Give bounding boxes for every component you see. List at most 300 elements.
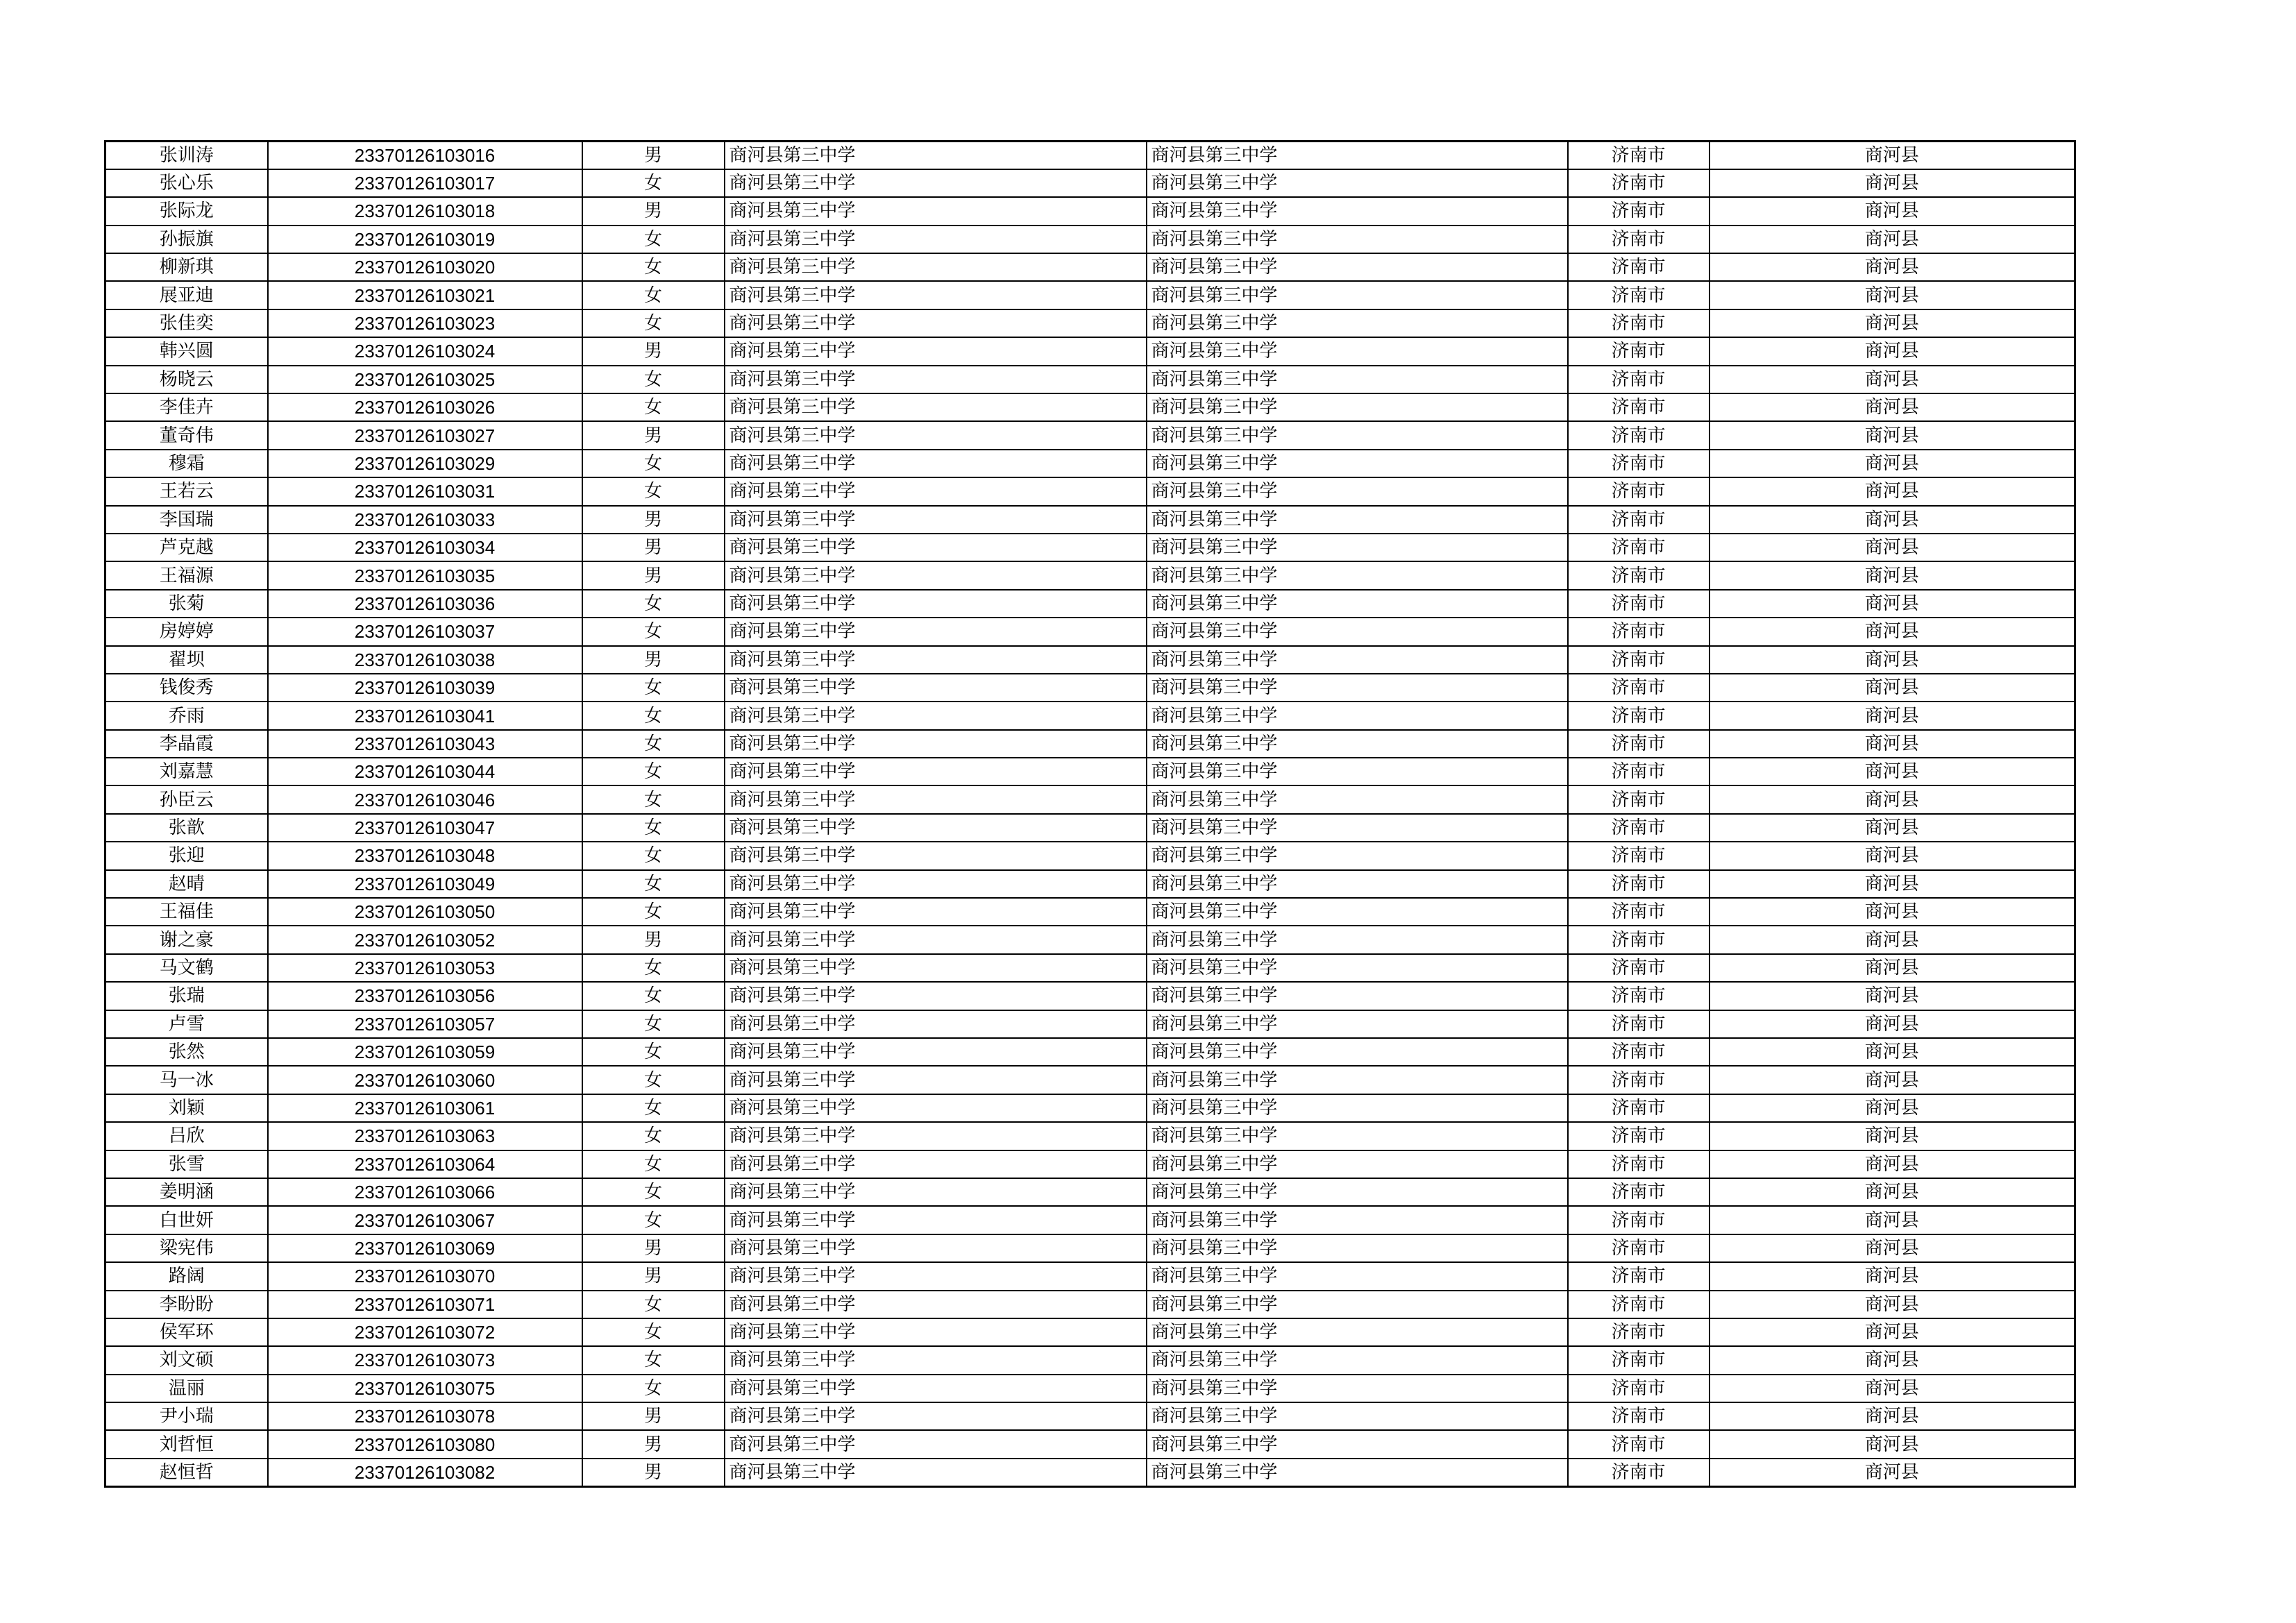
student-name-cell: 侯军环 [105,1318,268,1346]
exam-school-cell: 商河县第三中学 [1147,730,1568,758]
student-name-cell: 孙臣云 [105,785,268,813]
city-cell: 济南市 [1568,1430,1710,1458]
exam-school-cell: 商河县第三中学 [1147,1346,1568,1374]
student-name-cell: 温丽 [105,1375,268,1402]
city-cell: 济南市 [1568,730,1710,758]
county-cell: 商河县 [1710,842,2075,869]
school-cell: 商河县第三中学 [725,1010,1147,1038]
table-row [105,169,2075,197]
student-name-cell: 韩兴圆 [105,337,268,365]
student-name-cell: 谢之豪 [105,926,268,953]
table-row [105,618,2075,645]
school-cell: 商河县第三中学 [725,534,1147,561]
city-cell: 济南市 [1568,674,1710,702]
student-name-cell: 赵恒哲 [105,1459,268,1486]
exam-school-cell: 商河县第三中学 [1147,618,1568,645]
county-cell: 商河县 [1710,646,2075,674]
school-cell: 商河县第三中学 [725,702,1147,729]
table-row [105,926,2075,953]
city-cell: 济南市 [1568,1206,1710,1234]
school-cell: 商河县第三中学 [725,450,1147,477]
school-cell: 商河县第三中学 [725,730,1147,758]
exam-school-cell: 商河县第三中学 [1147,814,1568,842]
school-cell: 商河县第三中学 [725,561,1147,589]
gender-cell: 男 [582,926,725,953]
city-cell: 济南市 [1568,253,1710,281]
school-cell: 商河县第三中学 [725,309,1147,337]
student-name-cell: 展亚迪 [105,281,268,309]
table-row [105,309,2075,337]
table-row [105,1122,2075,1150]
city-cell: 济南市 [1568,898,1710,926]
county-cell: 商河县 [1710,674,2075,702]
exam-id-cell: 23370126103053 [268,954,582,982]
table-row [105,337,2075,365]
table-row [105,534,2075,561]
student-name-cell: 钱俊秀 [105,674,268,702]
school-cell: 商河县第三中学 [725,169,1147,197]
county-cell: 商河县 [1710,1038,2075,1066]
city-cell: 济南市 [1568,646,1710,674]
table-row [105,506,2075,534]
school-cell: 商河县第三中学 [725,618,1147,645]
school-cell: 商河县第三中学 [725,982,1147,1010]
table-row [105,1459,2075,1486]
school-cell: 商河县第三中学 [725,337,1147,365]
county-cell: 商河县 [1710,1375,2075,1402]
table-row [105,1010,2075,1038]
gender-cell: 女 [582,590,725,618]
city-cell: 济南市 [1568,618,1710,645]
gender-cell: 女 [582,366,725,393]
gender-cell: 女 [582,1318,725,1346]
city-cell: 济南市 [1568,1178,1710,1206]
city-cell: 济南市 [1568,506,1710,534]
student-name-cell: 张然 [105,1038,268,1066]
exam-school-cell: 商河县第三中学 [1147,1150,1568,1178]
exam-school-cell: 商河县第三中学 [1147,758,1568,785]
table-row [105,1262,2075,1290]
exam-school-cell: 商河县第三中学 [1147,785,1568,813]
table-row [105,954,2075,982]
exam-id-cell: 23370126103039 [268,674,582,702]
exam-id-cell: 23370126103059 [268,1038,582,1066]
exam-school-cell: 商河县第三中学 [1147,982,1568,1010]
gender-cell: 女 [582,1150,725,1178]
exam-id-cell: 23370126103037 [268,618,582,645]
table-row [105,1150,2075,1178]
city-cell: 济南市 [1568,842,1710,869]
school-cell: 商河县第三中学 [725,226,1147,253]
exam-school-cell: 商河县第三中学 [1147,393,1568,421]
gender-cell: 男 [582,646,725,674]
city-cell: 济南市 [1568,870,1710,898]
city-cell: 济南市 [1568,1402,1710,1430]
student-name-cell: 孙振旗 [105,226,268,253]
county-cell: 商河县 [1710,898,2075,926]
school-cell: 商河县第三中学 [725,898,1147,926]
exam-id-cell: 23370126103078 [268,1402,582,1430]
exam-school-cell: 商河县第三中学 [1147,1234,1568,1262]
student-name-cell: 柳新琪 [105,253,268,281]
county-cell: 商河县 [1710,393,2075,421]
student-name-cell: 张迎 [105,842,268,869]
exam-school-cell: 商河县第三中学 [1147,1206,1568,1234]
exam-id-cell: 23370126103050 [268,898,582,926]
school-cell: 商河县第三中学 [725,674,1147,702]
gender-cell: 女 [582,702,725,729]
county-cell: 商河县 [1710,1206,2075,1234]
school-cell: 商河县第三中学 [725,1430,1147,1458]
exam-id-cell: 23370126103034 [268,534,582,561]
exam-school-cell: 商河县第三中学 [1147,142,1568,169]
exam-school-cell: 商河县第三中学 [1147,674,1568,702]
city-cell: 济南市 [1568,785,1710,813]
gender-cell: 女 [582,1066,725,1094]
county-cell: 商河县 [1710,870,2075,898]
city-cell: 济南市 [1568,1346,1710,1374]
school-cell: 商河县第三中学 [725,1066,1147,1094]
school-cell: 商河县第三中学 [725,1122,1147,1150]
exam-school-cell: 商河县第三中学 [1147,1094,1568,1122]
student-name-cell: 张心乐 [105,169,268,197]
city-cell: 济南市 [1568,1262,1710,1290]
student-name-cell: 房婷婷 [105,618,268,645]
county-cell: 商河县 [1710,253,2075,281]
gender-cell: 男 [582,142,725,169]
school-cell: 商河县第三中学 [725,1206,1147,1234]
student-name-cell: 李盼盼 [105,1291,268,1318]
county-cell: 商河县 [1710,1346,2075,1374]
table-row [105,1234,2075,1262]
table-row [105,226,2075,253]
exam-school-cell: 商河县第三中学 [1147,421,1568,449]
county-cell: 商河县 [1710,421,2075,449]
city-cell: 济南市 [1568,421,1710,449]
exam-id-cell: 23370126103023 [268,309,582,337]
city-cell: 济南市 [1568,1122,1710,1150]
gender-cell: 男 [582,534,725,561]
student-name-cell: 张佳奕 [105,309,268,337]
exam-school-cell: 商河县第三中学 [1147,646,1568,674]
school-cell: 商河县第三中学 [725,926,1147,953]
school-cell: 商河县第三中学 [725,1459,1147,1486]
school-cell: 商河县第三中学 [725,1346,1147,1374]
gender-cell: 女 [582,842,725,869]
exam-id-cell: 23370126103033 [268,506,582,534]
student-name-cell: 尹小瑞 [105,1402,268,1430]
school-cell: 商河县第三中学 [725,477,1147,505]
exam-id-cell: 23370126103082 [268,1459,582,1486]
exam-school-cell: 商河县第三中学 [1147,590,1568,618]
school-cell: 商河县第三中学 [725,785,1147,813]
table-row [105,982,2075,1010]
county-cell: 商河县 [1710,477,2075,505]
county-cell: 商河县 [1710,1150,2075,1178]
table-row [105,870,2075,898]
exam-school-cell: 商河县第三中学 [1147,253,1568,281]
gender-cell: 男 [582,1402,725,1430]
exam-id-cell: 23370126103031 [268,477,582,505]
county-cell: 商河县 [1710,1066,2075,1094]
school-cell: 商河县第三中学 [725,814,1147,842]
gender-cell: 女 [582,618,725,645]
gender-cell: 男 [582,337,725,365]
exam-school-cell: 商河县第三中学 [1147,926,1568,953]
exam-id-cell: 23370126103047 [268,814,582,842]
city-cell: 济南市 [1568,534,1710,561]
school-cell: 商河县第三中学 [725,646,1147,674]
table-row [105,1430,2075,1458]
exam-id-cell: 23370126103038 [268,646,582,674]
school-cell: 商河县第三中学 [725,1234,1147,1262]
table-row [105,142,2075,169]
table-row [105,253,2075,281]
exam-id-cell: 23370126103027 [268,421,582,449]
exam-school-cell: 商河县第三中学 [1147,197,1568,225]
gender-cell: 男 [582,1234,725,1262]
school-cell: 商河县第三中学 [725,1291,1147,1318]
table-row [105,1318,2075,1346]
gender-cell: 女 [582,758,725,785]
exam-id-cell: 23370126103019 [268,226,582,253]
exam-school-cell: 商河县第三中学 [1147,1318,1568,1346]
gender-cell: 女 [582,253,725,281]
city-cell: 济南市 [1568,1066,1710,1094]
table-row [105,197,2075,225]
student-name-cell: 李佳卉 [105,393,268,421]
county-cell: 商河县 [1710,730,2075,758]
gender-cell: 女 [582,1291,725,1318]
gender-cell: 女 [582,954,725,982]
county-cell: 商河县 [1710,1178,2075,1206]
exam-school-cell: 商河县第三中学 [1147,1066,1568,1094]
table-row [105,898,2075,926]
exam-id-cell: 23370126103080 [268,1430,582,1458]
school-cell: 商河县第三中学 [725,142,1147,169]
county-cell: 商河县 [1710,226,2075,253]
student-name-cell: 张菊 [105,590,268,618]
county-cell: 商河县 [1710,337,2075,365]
table-row [105,674,2075,702]
student-name-cell: 刘颖 [105,1094,268,1122]
student-name-cell: 张瑞 [105,982,268,1010]
student-name-cell: 李晶霞 [105,730,268,758]
school-cell: 商河县第三中学 [725,1150,1147,1178]
gender-cell: 女 [582,1206,725,1234]
student-name-cell: 张训涛 [105,142,268,169]
school-cell: 商河县第三中学 [725,1038,1147,1066]
exam-school-cell: 商河县第三中学 [1147,1375,1568,1402]
exam-school-cell: 商河县第三中学 [1147,1291,1568,1318]
county-cell: 商河县 [1710,758,2075,785]
exam-id-cell: 23370126103075 [268,1375,582,1402]
table-row [105,450,2075,477]
exam-id-cell: 23370126103017 [268,169,582,197]
exam-id-cell: 23370126103016 [268,142,582,169]
gender-cell: 女 [582,1346,725,1374]
school-cell: 商河县第三中学 [725,253,1147,281]
county-cell: 商河县 [1710,197,2075,225]
table-row [105,366,2075,393]
gender-cell: 女 [582,281,725,309]
county-cell: 商河县 [1710,1122,2075,1150]
student-name-cell: 马一冰 [105,1066,268,1094]
student-name-cell: 赵晴 [105,870,268,898]
student-name-cell: 张歆 [105,814,268,842]
exam-school-cell: 商河县第三中学 [1147,842,1568,869]
city-cell: 济南市 [1568,1150,1710,1178]
exam-id-cell: 23370126103041 [268,702,582,729]
exam-id-cell: 23370126103071 [268,1291,582,1318]
county-cell: 商河县 [1710,1430,2075,1458]
school-cell: 商河县第三中学 [725,590,1147,618]
table-row [105,1291,2075,1318]
exam-id-cell: 23370126103044 [268,758,582,785]
student-name-cell: 杨晓云 [105,366,268,393]
table-row [105,758,2075,785]
student-name-cell: 姜明涵 [105,1178,268,1206]
gender-cell: 男 [582,506,725,534]
exam-id-cell: 23370126103073 [268,1346,582,1374]
county-cell: 商河县 [1710,142,2075,169]
exam-school-cell: 商河县第三中学 [1147,1262,1568,1290]
gender-cell: 女 [582,674,725,702]
exam-school-cell: 商河县第三中学 [1147,954,1568,982]
table-row [105,814,2075,842]
county-cell: 商河县 [1710,1262,2075,1290]
city-cell: 济南市 [1568,1375,1710,1402]
exam-school-cell: 商河县第三中学 [1147,1402,1568,1430]
county-cell: 商河县 [1710,590,2075,618]
city-cell: 济南市 [1568,226,1710,253]
county-cell: 商河县 [1710,1291,2075,1318]
gender-cell: 女 [582,393,725,421]
gender-cell: 男 [582,197,725,225]
table-row [105,1066,2075,1094]
table-row [105,561,2075,589]
city-cell: 济南市 [1568,1459,1710,1486]
gender-cell: 女 [582,309,725,337]
gender-cell: 男 [582,561,725,589]
student-name-cell: 吕欣 [105,1122,268,1150]
county-cell: 商河县 [1710,281,2075,309]
gender-cell: 女 [582,870,725,898]
student-name-cell: 芦克越 [105,534,268,561]
student-name-cell: 张际龙 [105,197,268,225]
city-cell: 济南市 [1568,1094,1710,1122]
gender-cell: 女 [582,1178,725,1206]
city-cell: 济南市 [1568,281,1710,309]
exam-id-cell: 23370126103025 [268,366,582,393]
student-name-cell: 张雪 [105,1150,268,1178]
student-name-cell: 董奇伟 [105,421,268,449]
exam-id-cell: 23370126103021 [268,281,582,309]
table-row [105,1178,2075,1206]
gender-cell: 女 [582,898,725,926]
table-row [105,1206,2075,1234]
city-cell: 济南市 [1568,590,1710,618]
county-cell: 商河县 [1710,561,2075,589]
city-cell: 济南市 [1568,926,1710,953]
table-row [105,842,2075,869]
school-cell: 商河县第三中学 [725,842,1147,869]
county-cell: 商河县 [1710,618,2075,645]
exam-school-cell: 商河县第三中学 [1147,366,1568,393]
exam-school-cell: 商河县第三中学 [1147,1038,1568,1066]
city-cell: 济南市 [1568,477,1710,505]
school-cell: 商河县第三中学 [725,506,1147,534]
student-name-cell: 刘文硕 [105,1346,268,1374]
school-cell: 商河县第三中学 [725,954,1147,982]
gender-cell: 女 [582,1038,725,1066]
exam-id-cell: 23370126103020 [268,253,582,281]
city-cell: 济南市 [1568,1291,1710,1318]
city-cell: 济南市 [1568,450,1710,477]
city-cell: 济南市 [1568,982,1710,1010]
gender-cell: 女 [582,982,725,1010]
table-row [105,590,2075,618]
exam-id-cell: 23370126103060 [268,1066,582,1094]
gender-cell: 女 [582,730,725,758]
exam-school-cell: 商河县第三中学 [1147,506,1568,534]
exam-school-cell: 商河县第三中学 [1147,561,1568,589]
school-cell: 商河县第三中学 [725,870,1147,898]
exam-id-cell: 23370126103024 [268,337,582,365]
exam-school-cell: 商河县第三中学 [1147,702,1568,729]
student-name-cell: 白世妍 [105,1206,268,1234]
gender-cell: 女 [582,814,725,842]
county-cell: 商河县 [1710,982,2075,1010]
exam-school-cell: 商河县第三中学 [1147,1459,1568,1486]
county-cell: 商河县 [1710,309,2075,337]
exam-id-cell: 23370126103056 [268,982,582,1010]
table-row [105,646,2075,674]
exam-school-cell: 商河县第三中学 [1147,281,1568,309]
city-cell: 济南市 [1568,366,1710,393]
school-cell: 商河县第三中学 [725,1402,1147,1430]
table-row [105,393,2075,421]
city-cell: 济南市 [1568,814,1710,842]
exam-id-cell: 23370126103066 [268,1178,582,1206]
exam-school-cell: 商河县第三中学 [1147,477,1568,505]
student-name-cell: 乔雨 [105,702,268,729]
city-cell: 济南市 [1568,197,1710,225]
student-name-cell: 卢雪 [105,1010,268,1038]
county-cell: 商河县 [1710,506,2075,534]
exam-id-cell: 23370126103035 [268,561,582,589]
table-body [105,142,2075,1487]
gender-cell: 男 [582,1430,725,1458]
exam-id-cell: 23370126103067 [268,1206,582,1234]
gender-cell: 女 [582,1375,725,1402]
city-cell: 济南市 [1568,954,1710,982]
county-cell: 商河县 [1710,1010,2075,1038]
county-cell: 商河县 [1710,926,2075,953]
student-name-cell: 王若云 [105,477,268,505]
county-cell: 商河县 [1710,366,2075,393]
student-name-cell: 路阔 [105,1262,268,1290]
exam-id-cell: 23370126103070 [268,1262,582,1290]
exam-id-cell: 23370126103069 [268,1234,582,1262]
school-cell: 商河县第三中学 [725,197,1147,225]
table-row [105,421,2075,449]
student-name-cell: 李国瑞 [105,506,268,534]
gender-cell: 女 [582,1094,725,1122]
table-row [105,702,2075,729]
student-name-cell: 穆霜 [105,450,268,477]
county-cell: 商河县 [1710,450,2075,477]
